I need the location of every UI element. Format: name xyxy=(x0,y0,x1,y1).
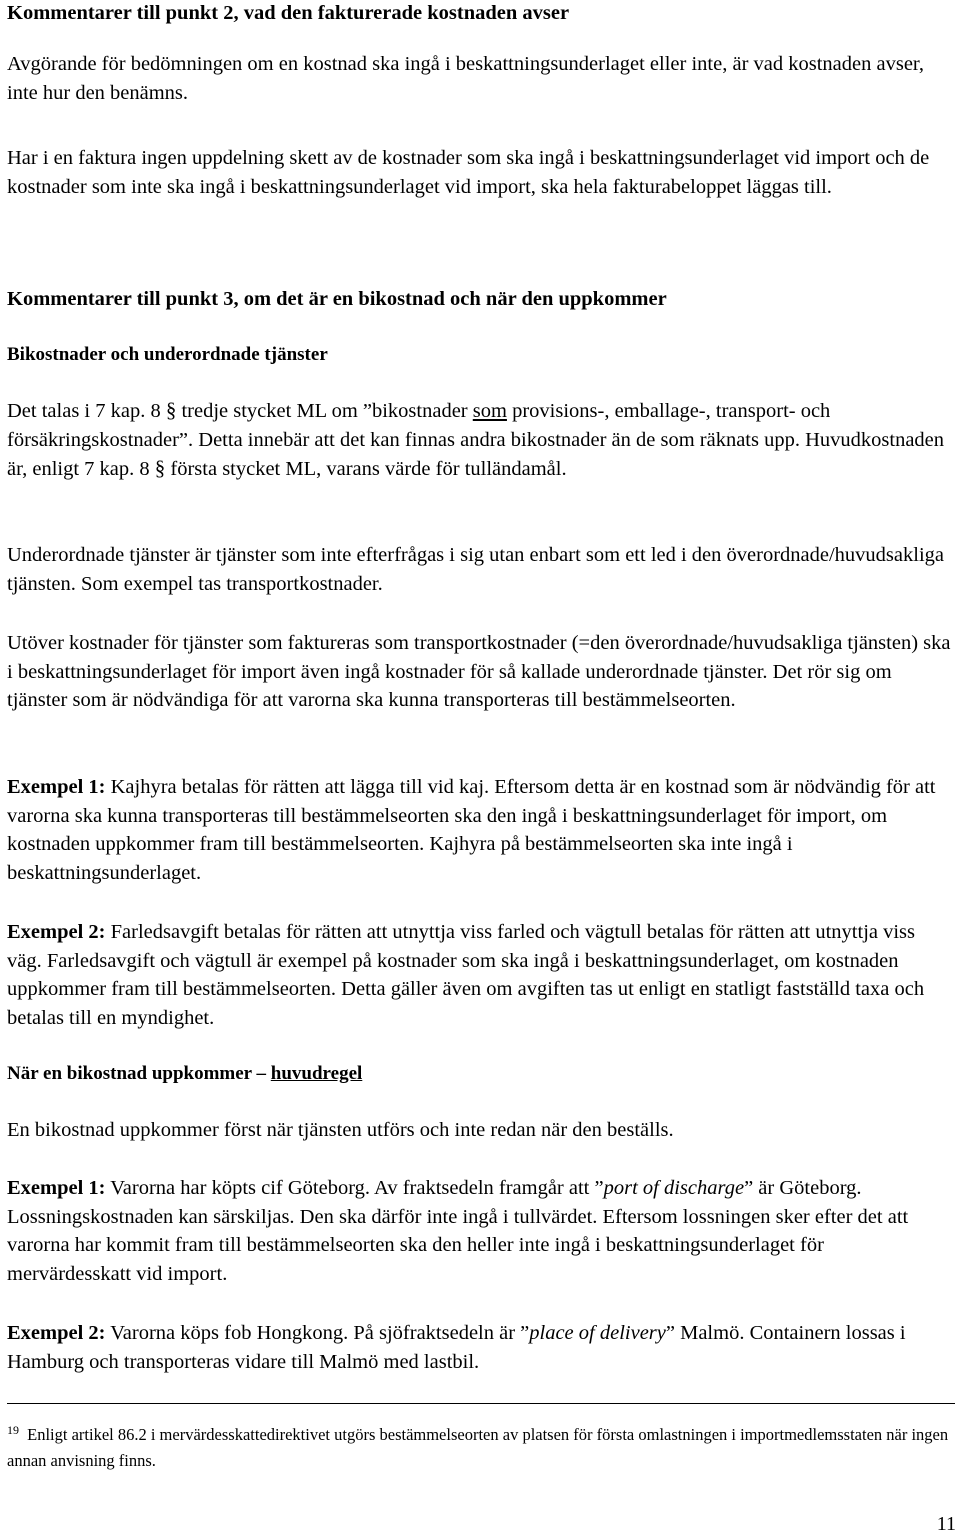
italic-term: port of discharge xyxy=(603,1177,745,1199)
footnote-text: Enligt artikel 86.2 i mervärdesskattedirektivet utgörs bestämmelseorten av platsen för första omlastningen i importmedlemsstaten när ingen annan anvisning finns. xyxy=(7,1425,949,1470)
underlined-word: som xyxy=(472,400,507,422)
example-2-hongkong xyxy=(7,1319,953,1376)
footnote xyxy=(7,1417,953,1474)
paragraph-punkt3-1 xyxy=(7,396,953,484)
example-text: Farledsavgift betalas för rätten att utnyttja viss farled och vägtull betalas för rätten att utnyttja viss väg. Farledsavgift och vägtull är exempel på kostnader som ska ingå i beskattningsunderlaget, om kostnaden uppkommer fram till bestämmelseorten. Detta gäller även om avgiften tas ut enligt en statligt fastställd taxa och betalas till en myndighet. xyxy=(7,921,925,1030)
example-label: Exempel 1: xyxy=(7,1177,106,1199)
italic-term: place of delivery xyxy=(529,1322,666,1344)
subheading-nar-bikostnad xyxy=(7,1061,362,1087)
paragraph-sign: § xyxy=(154,456,166,481)
subheading-bikostnader: Bikostnader och underordnade tjänster xyxy=(7,344,328,365)
footnote-divider xyxy=(7,1403,955,1404)
paragraph-punkt2-2: Har i en faktura ingen uppdelning skett av de kostnader som ska ingå i beskattningsunderlaget vid import och de kostnader som inte ska ingå i beskattningsunderlaget vid import, ska hela fakturabeloppet läggas till. xyxy=(7,147,930,198)
paragraph-huvudregel: En bikostnad uppkommer först när tjänsten utförs och inte redan när den beställs. xyxy=(7,1119,674,1141)
paragraph-punkt3-3: Utöver kostnader för tjänster som faktureras som transportkostnader (=den överordnade/huvudsakliga tjänsten) ska i beskattningsunderlaget för import även ingå kostnader för så kallade underordnade tjänster. Det rör sig om tjänster som är nödvändiga för att varorna ska kunna transporteras till bestämmelseorten. xyxy=(7,632,951,712)
example-text: Varorna har köpts cif Göteborg. Av fraktsedeln framgår att ” xyxy=(105,1177,604,1199)
example-text: ” Malmö. Containern lossas i Hamburg och transporteras vidare till Malmö med lastbil. xyxy=(7,1322,906,1373)
example-text: ” är Göteborg. Lossningskostnaden kan särskiljas. Den ska därför inte ingå i tullvärdet. Eftersom lossningen sker efter det att varorna har kommit fram till bestämmelseorten ska den heller inte ingå i beskattningsunderlaget för mervärdesskatt vid import. xyxy=(7,1177,909,1286)
example-2-farledsavgift xyxy=(7,918,953,1033)
section-heading-punkt2: Kommentarer till punkt 2, vad den fakturerade kostnaden avser xyxy=(7,2,570,24)
example-1-goteborg xyxy=(7,1174,953,1289)
example-text: Kajhyra betalas för rätten att lägga till vid kaj. Eftersom detta är en kostnad som är nödvändig för att varorna ska kunna transporteras till bestämmelseorten ska den ingå i beskattningsunderlaget för import, om kostnaden uppkommer fram till bestämmelseorten. Kajhyra på bestämmelseorten ska inte ingå i beskattningsunderlaget. xyxy=(7,776,936,885)
paragraph-sign: § xyxy=(165,398,177,422)
heading-underlined: huvudregel xyxy=(270,1063,363,1084)
example-text: Varorna köps fob Hongkong. På sjöfraktsedeln är ” xyxy=(105,1322,530,1344)
example-label: Exempel 1: xyxy=(7,776,106,798)
paragraph-punkt3-2: Underordnade tjänster är tjänster som inte efterfrågas i sig utan enbart som ett led i den överordnade/huvudsakliga tjänsten. Som exempel tas transportkostnader. xyxy=(7,544,944,595)
example-1-kajhyra xyxy=(7,773,953,888)
footnote-number: 19 xyxy=(7,1423,19,1437)
example-label: Exempel 2: xyxy=(7,1322,106,1344)
paragraph-punkt2-1: Avgörande för bedömningen om en kostnad ska ingå i beskattningsunderlaget eller inte, är vad kostnaden avser, inte hur den benämns. xyxy=(7,53,925,104)
p1-part-c: provisions-, emballage-, transport- och försäkringskostnader”. Detta innebär att det kan finnas andra bikostnader än de som räknats upp. Huvudkostnaden är, enligt 7 kap. 8 xyxy=(7,400,945,481)
page-number: 11 xyxy=(936,1513,956,1535)
p1-part-d: första stycket ML, varans värde för tulländamål. xyxy=(165,458,567,481)
p1-part-b: tredje stycket ML om ”bikostnader xyxy=(176,400,473,422)
example-label: Exempel 2: xyxy=(7,921,106,943)
section-heading-punkt3: Kommentarer till punkt 3, om det är en bikostnad och när den uppkommer xyxy=(7,288,667,310)
p1-part-a: Det talas i 7 kap. 8 xyxy=(7,400,161,422)
heading-text: När en bikostnad uppkommer – xyxy=(7,1063,271,1084)
